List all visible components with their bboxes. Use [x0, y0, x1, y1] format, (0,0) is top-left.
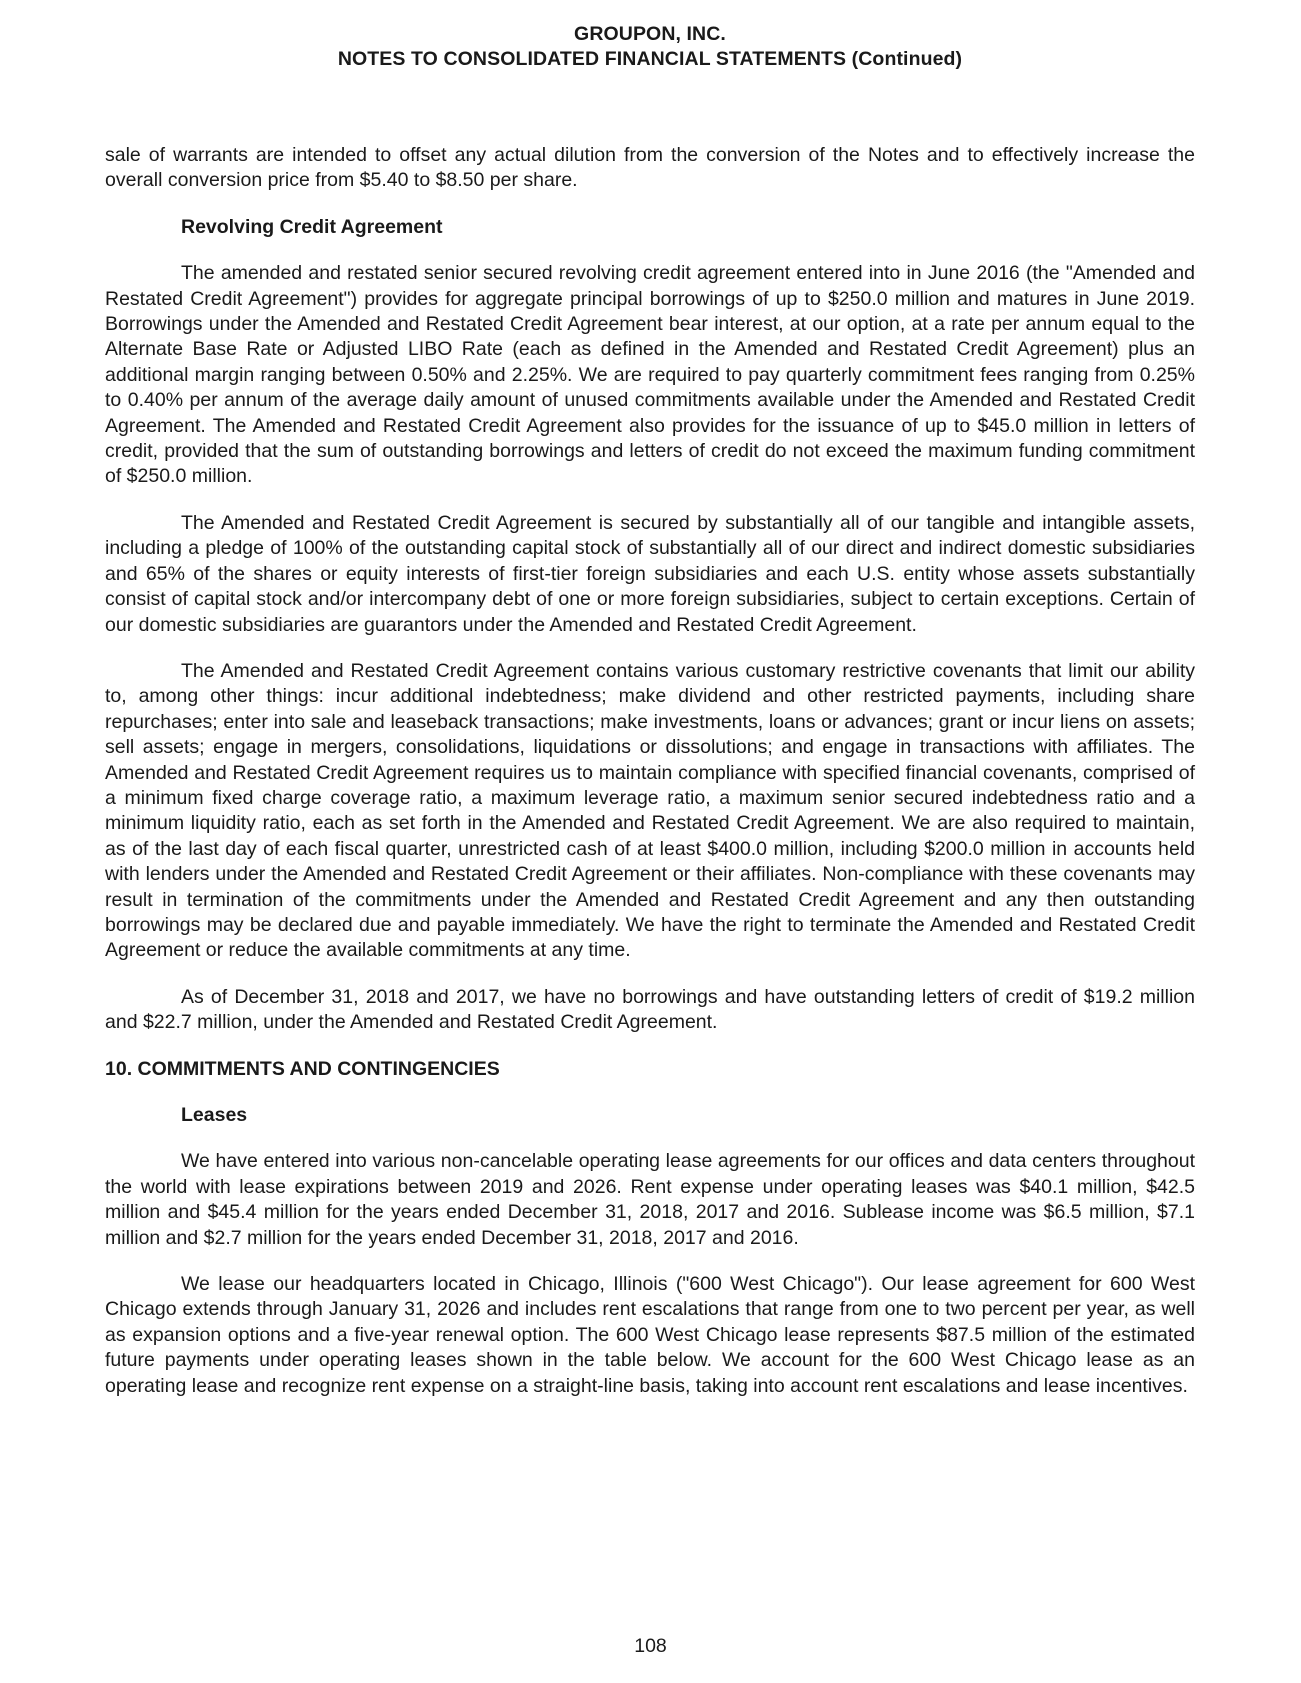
subheading-revolving-credit: Revolving Credit Agreement — [181, 215, 443, 238]
company-name: GROUPON, INC. — [574, 23, 726, 45]
document-body — [105, 143, 1195, 1399]
document-page — [105, 22, 1195, 1420]
document-title: NOTES TO CONSOLIDATED FINANCIAL STATEMENTS (Continued) — [337, 48, 963, 70]
paragraph-leases-headquarters: We lease our headquarters located in Chicago, Illinois ("600 West Chicago"). Our lease agreement for 600 West Chicago extends through January 31, 2026 and includes rent escalations that range from one to two percent per year, as well as expansion options and a five-year renewal option. The 600 West Chicago lease represents $87.5 million of the estimated future payments under operating leases shown in the table below. We account for the 600 West Chicago lease as an operating lease and recognize rent expense on a straight-line basis, taking into account rent escalations and lease incentives. — [105, 1273, 1195, 1397]
paragraph-leases-operating: We have entered into various non-cancelable operating lease agreements for our offices and data centers throughout the world with lease expirations between 2019 and 2026. Rent expense under operating leases was $40.1 million, $42.5 million and $45.4 million for the years ended December 31, 2018, 2017 and 2016. Sublease income was $6.5 million, $7.1 million and $2.7 million for the years ended December 31, 2018, 2017 and 2016. — [105, 1150, 1195, 1249]
paragraph-revolving-security: The Amended and Restated Credit Agreement is secured by substantially all of our tangible and intangible assets, including a pledge of 100% of the outstanding capital stock of substantially all of our direct and indirect domestic subsidiaries and 65% of the shares or equity interests of first-tier foreign subsidiaries and each U.S. entity whose assets substantially consist of capital stock and/or intercompany debt of one or more foreign subsidiaries, subject to certain exceptions. Certain of our domestic subsidiaries are guarantors under the Amended and Restated Credit Agreement. — [105, 511, 1195, 636]
paragraph-revolving-covenants: The Amended and Restated Credit Agreement contains various customary restrictive covenants that limit our ability to, among other things: incur additional indebtedness; make dividend and other restricted payments, including share repurchases; enter into sale and leaseback transactions; make investments, loans or advances; grant or incur liens on assets; sell assets; engage in mergers, consolidations, liquidations or dissolutions; and engage in transactions with affiliates. The Amended and Restated Credit Agreement requires us to maintain compliance with specified financial covenants, comprised of a minimum fixed charge coverage ratio, a maximum leverage ratio, a maximum senior secured indebtedness ratio and a minimum liquidity ratio, each as set forth in the Amended and Restated Credit Agreement. We are also required to maintain, as of the last day of each fiscal quarter, unrestricted cash of at least $400.0 million, including $200.0 million in accounts held with lenders under the Amended and Restated Credit Agreement or their affiliates. Non-compliance with these covenants may result in termination of the commitments under the Amended and Restated Credit Agreement and any then outstanding borrowings may be declared due and payable immediately. We have the right to terminate the Amended and Restated Credit Agreement or reduce the available commitments at any time. — [105, 659, 1195, 962]
subheading-leases: Leases — [181, 1104, 248, 1126]
paragraph-revolving-borrowings: As of December 31, 2018 and 2017, we have no borrowings and have outstanding letters of credit of $19.2 million and $22.7 million, under the Amended and Restated Credit Agreement. — [105, 985, 1195, 1034]
document-header — [105, 22, 1195, 72]
paragraph-intro: sale of warrants are intended to offset any actual dilution from the conversion of the Notes and to effectively increase the overall conversion price from $5.40 to $8.50 per share. — [105, 144, 1195, 192]
page-number: 108 — [634, 1635, 667, 1657]
paragraph-revolving-terms: The amended and restated senior secured revolving credit agreement entered into in June 2016 (the "Amended and Restated Credit Agreement") provides for aggregate principal borrowings of up to $250.0 million and matures in June 2019. Borrowings under the Amended and Restated Credit Agreement bear interest, at our option, at a rate per annum equal to the Alternate Base Rate or Adjusted LIBO Rate (each as defined in the Amended and Restated Credit Agreement) plus an additional margin ranging between 0.50% and 2.25%. We are required to pay quarterly commitment fees ranging from 0.25% to 0.40% per annum of the average daily amount of unused commitments available under the Amended and Restated Credit Agreement. The Amended and Restated Credit Agreement also provides for the issuance of up to $45.0 million in letters of credit, provided that the sum of outstanding borrowings and letters of credit do not exceed the maximum funding commitment of $250.0 million. — [105, 262, 1195, 488]
section-heading-commitments: 10. COMMITMENTS AND CONTINGENCIES — [105, 1057, 500, 1080]
